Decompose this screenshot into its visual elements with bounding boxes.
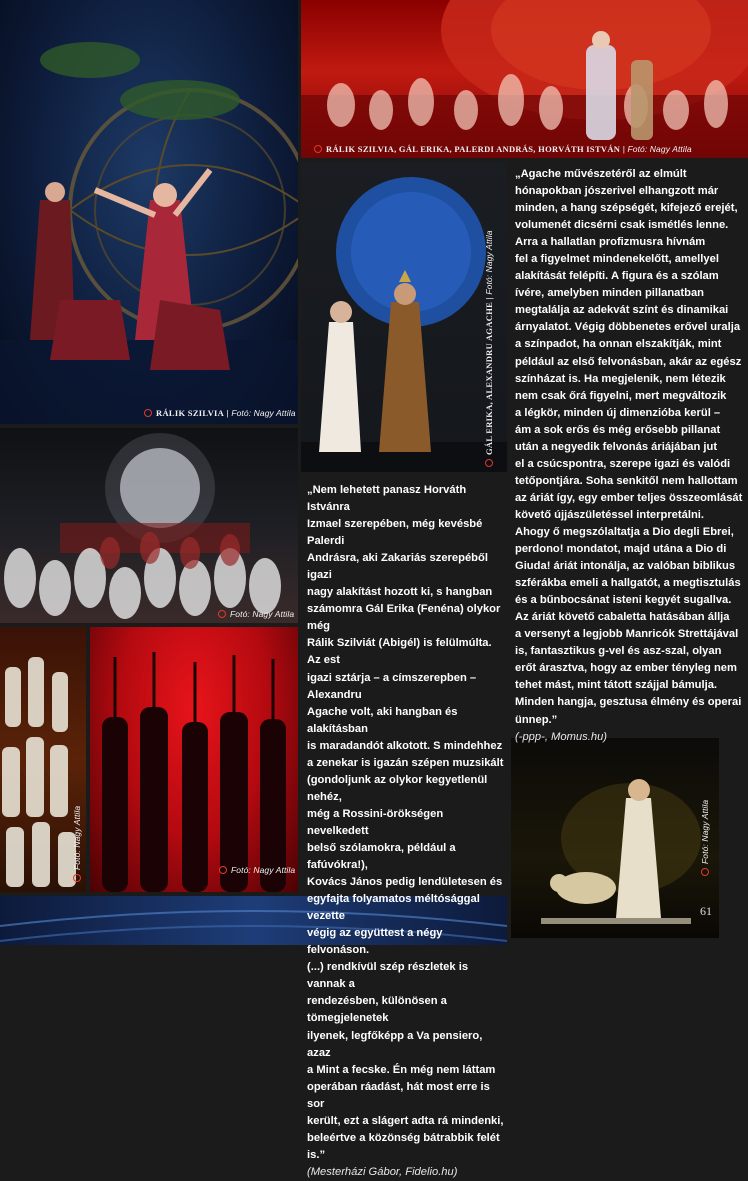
- text-line: minden, a hang szépségét, kifejező erejét,: [515, 202, 738, 215]
- caption-ring-icon: [485, 459, 493, 467]
- text-line: a zenekar is igazán szépen muzsikált: [307, 756, 504, 769]
- text-line: például az első felvonásban, akár az egész: [515, 355, 742, 368]
- photo-abigail-lamb: [511, 738, 719, 938]
- photo-abigail-globe: [0, 0, 298, 424]
- caption-bottom-left-vertical: Fotó: Nagy Attila: [72, 806, 82, 882]
- text-line: egyfajta folyamatos méltósággal vezette: [307, 893, 480, 923]
- text-line: fel a figyelmet mindenekelőtt, amellyel: [515, 253, 719, 266]
- text-line: nagy alakítást hozott ki, s hangban: [307, 586, 493, 599]
- text-line: Az áriát követő cabaletta hatásában állja: [515, 611, 730, 624]
- text-line: tetőpontjára. Soha senkitől nem hallottam: [515, 474, 738, 487]
- text-line: „Agache művészetéről az elmúlt: [515, 168, 687, 180]
- text-line: követő újjászületéssel interpretálni.: [515, 508, 705, 521]
- photo-moon-crowd: [0, 428, 298, 623]
- text-line: Agache volt, aki hangban és alakításban: [307, 705, 458, 735]
- text-line: volumenét dicsérni csak ismétlés lenne.: [515, 219, 729, 232]
- caption-left-mid: Fotó: Nagy Attila: [218, 609, 294, 619]
- text-line: az áriát így, egy ember teljes összeomlását: [515, 491, 743, 504]
- text-line: Kovács János pedig lendületesen és: [307, 876, 503, 889]
- text-line: a Mint a fecske. Én még nem láttam: [307, 1063, 496, 1076]
- text-line: számomra Gál Erika (Fenéna) olykor még: [307, 603, 501, 633]
- text-line: erőt árasztva, hogy az ember tényleg nem: [515, 662, 737, 675]
- quote-middle-source: (Mesterházi Gábor, Fidelio.hu): [307, 1165, 458, 1178]
- text-line: operában ráadást, hát most erre is sor: [307, 1080, 490, 1110]
- text-line: végig az együttest a négy felvonáson.: [307, 927, 443, 957]
- text-line: szférákba emeli a hallgatót, a megtisztulás: [515, 577, 741, 590]
- quote-middle-body: [307, 482, 507, 1164]
- text-line: (...) rendkívül szép részletek is vannak a: [307, 961, 469, 991]
- text-line: Rálik Szilviát (Abigél) is felülmúlta. Az est: [307, 637, 492, 667]
- text-line: árnyalatot. Végig döbbenetes erővel uralja: [515, 321, 741, 334]
- text-line: (gondoljunk az olykor kegyetlenül nehéz,: [307, 773, 488, 803]
- text-line: ünnep.”: [515, 713, 558, 726]
- text-line: után a negyedik felvonás áriájában jut: [515, 440, 718, 453]
- text-line: perdono! mondatot, majd utána a Dio di: [515, 543, 727, 556]
- text-line: Ahogy ő megszólaltatja a Dio degli Ebrei,: [515, 525, 734, 538]
- text-line: belső szólamokra, például a fafúvókra!),: [307, 841, 456, 872]
- text-line: el a csúcspontra, szerepe igazi és valódi: [515, 457, 731, 470]
- caption-ring-icon: [314, 145, 322, 153]
- text-line: Izmael szerepében, még kevésbé Palerdi: [307, 518, 483, 548]
- text-line: a színpadot, ha onnan elszakítják, mint: [515, 338, 722, 351]
- text-line: hónapokban jószerivel elhangzott már: [515, 185, 719, 198]
- quote-right-source: (-ppp-, Momus.hu): [515, 730, 608, 743]
- quote-middle: [307, 482, 507, 1181]
- text-line: még a Rossini-örökségen nevelkedett: [307, 807, 444, 837]
- caption-ring-icon: [701, 868, 709, 876]
- text-line: igazi sztárja – a címszerepben –Alexandru: [307, 671, 477, 701]
- page-number: 61: [700, 904, 712, 918]
- text-line: alakítását felépíti. A figura és a szólam: [515, 270, 719, 283]
- text-line: is, fantasztikus g-vel és asz-szal, olyan: [515, 645, 722, 658]
- photo-blue-moon-couple: [301, 162, 507, 472]
- caption-ring-icon: [73, 874, 81, 882]
- caption-ring-icon: [218, 610, 226, 618]
- text-line: a versenyt a legjobb Manricók Strettájával: [515, 628, 739, 641]
- caption-left-big: RÁLIK SZILVIA | Fotó: Nagy Attila: [144, 408, 296, 418]
- text-line: Minden hangja, gesztusa élmény és operai: [515, 696, 742, 709]
- photo-red-silhouettes: [90, 627, 298, 892]
- photo-red-ensemble: [301, 0, 748, 158]
- caption-top-right: RÁLIK SZILVIA, GÁL ERIKA, PALERDI ANDRÁS, HORVÁTH ISTVÁN | Fotó: Nagy Attila: [314, 144, 692, 154]
- text-line: nem csak őrá figyelni, mert megváltozik: [515, 389, 727, 402]
- text-line: ilyenek, legfőképp a Va pensiero, azaz: [307, 1029, 483, 1059]
- caption-bottom-right-vertical: Fotó: Nagy Attila: [700, 800, 710, 876]
- text-line: került, ezt a slágert adta rá mindenki,: [307, 1114, 504, 1127]
- quote-right-body: [515, 166, 747, 729]
- text-line: tehet mást, mint tátott szájjal bámulja.: [515, 679, 718, 692]
- text-line: a légkör, minden új dimenzióba kerül –: [515, 406, 721, 419]
- text-line: és a bűnbocsánat isteni kegyét sugallva.: [515, 594, 732, 607]
- text-line: „Nem lehetett panasz Horváth Istvánra: [307, 484, 467, 514]
- text-line: Giuda! áriát intonálja, az valóban biblikus: [515, 560, 736, 573]
- caption-vertical-middle: GÁL ERIKA, ALEXANDRU AGACHE | Fotó: Nagy Attila: [484, 230, 494, 467]
- text-line: Andrásra, aki Zakariás szerepéből igazi: [307, 552, 488, 582]
- text-line: megtalálja az adekvát színt és dinamikai: [515, 304, 729, 317]
- text-line: ívére, amelyben minden pillanatban: [515, 287, 705, 300]
- text-line: is maradandót alkotott. S mindehhez: [307, 739, 503, 752]
- caption-bottom-red: Fotó: Nagy Attila: [219, 865, 295, 875]
- caption-ring-icon: [219, 866, 227, 874]
- quote-right: [515, 166, 747, 746]
- text-line: rendezésben, különösen a tömegjelenetek: [307, 995, 447, 1025]
- text-line: ám a sok erős és még erősebb pillanat: [515, 423, 721, 436]
- text-line: Arra a hallatlan profizmusra hívnám: [515, 236, 706, 249]
- caption-ring-icon: [144, 409, 152, 417]
- text-line: színházat is. Ha megjelenik, nem létezik: [515, 372, 726, 385]
- text-line: beleértve a közönség bátrabbik felét is.”: [307, 1131, 500, 1161]
